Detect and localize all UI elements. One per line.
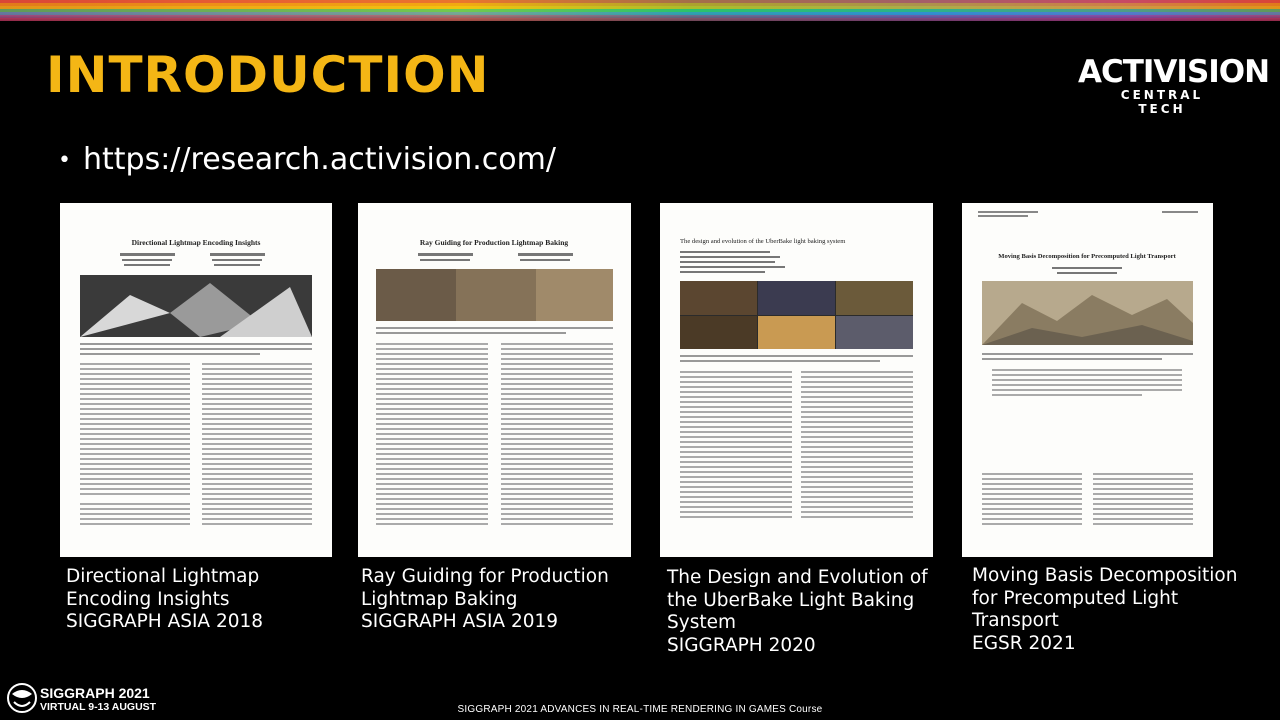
brand-sub: CENTRAL TECH <box>1120 88 1204 116</box>
caption-4-line-3: Transport <box>972 610 1059 631</box>
paper-caption-3 <box>667 567 928 657</box>
paper-caption-1 <box>66 566 263 634</box>
caption-2-line-1: Ray Guiding for Production <box>361 566 609 587</box>
caption-4-venue: EGSR 2021 <box>972 632 1076 654</box>
paper-thumbnail-1[interactable] <box>60 203 332 557</box>
paper-thumbnail-2[interactable] <box>358 203 631 557</box>
caption-1-venue: SIGGRAPH ASIA 2018 <box>66 611 264 632</box>
paper-3-thumb-title: The design and evolution of the UberBake light baking system <box>680 238 846 245</box>
paper-2-thumb-title: Ray Guiding for Production Lightmap Baking <box>419 238 569 247</box>
bullet-dot-icon: • <box>58 148 71 173</box>
caption-3-line-3: System <box>667 612 736 633</box>
event-sub: VIRTUAL 9-13 AUGUST <box>40 701 157 713</box>
caption-3-venue: SIGGRAPH 2020 <box>667 634 816 656</box>
rainbow-stripe <box>0 0 1280 34</box>
paper-caption-2 <box>361 566 609 634</box>
paper-caption-4 <box>972 565 1237 655</box>
research-link[interactable]: https://research.activision.com/ <box>82 142 556 177</box>
paper-1-text-lines <box>80 343 312 355</box>
slide-title: INTRODUCTION <box>46 46 490 104</box>
slide-footer: SIGGRAPH 2021 ADVANCES IN REAL-TIME RENDERING IN GAMES Course <box>457 704 823 715</box>
caption-3-line-1: The Design and Evolution of <box>667 567 928 588</box>
caption-1-line-1: Directional Lightmap <box>66 566 260 587</box>
paper-4-thumb-title: Moving Basis Decomposition for Precomputed Light Transport <box>998 253 1176 260</box>
paper-thumbnail-3[interactable] <box>660 203 933 557</box>
activision-logo <box>1078 54 1270 116</box>
caption-4-line-2: for Precomputed Light <box>972 587 1179 609</box>
caption-1-line-2: Encoding Insights <box>66 588 230 610</box>
brand-name: ACTIVISION <box>1078 54 1270 90</box>
caption-4-line-1: Moving Basis Decomposition <box>972 565 1238 586</box>
paper-thumbnail-4[interactable] <box>962 203 1213 557</box>
caption-2-line-2: Lightmap Baking <box>361 588 518 610</box>
event-name: SIGGRAPH 2021 <box>40 685 150 701</box>
bullet-item <box>58 142 556 177</box>
paper-1-thumb-title: Directional Lightmap Encoding Insights <box>131 238 261 247</box>
caption-2-venue: SIGGRAPH ASIA 2019 <box>361 611 559 632</box>
caption-3-line-2: the UberBake Light Baking <box>667 589 915 611</box>
